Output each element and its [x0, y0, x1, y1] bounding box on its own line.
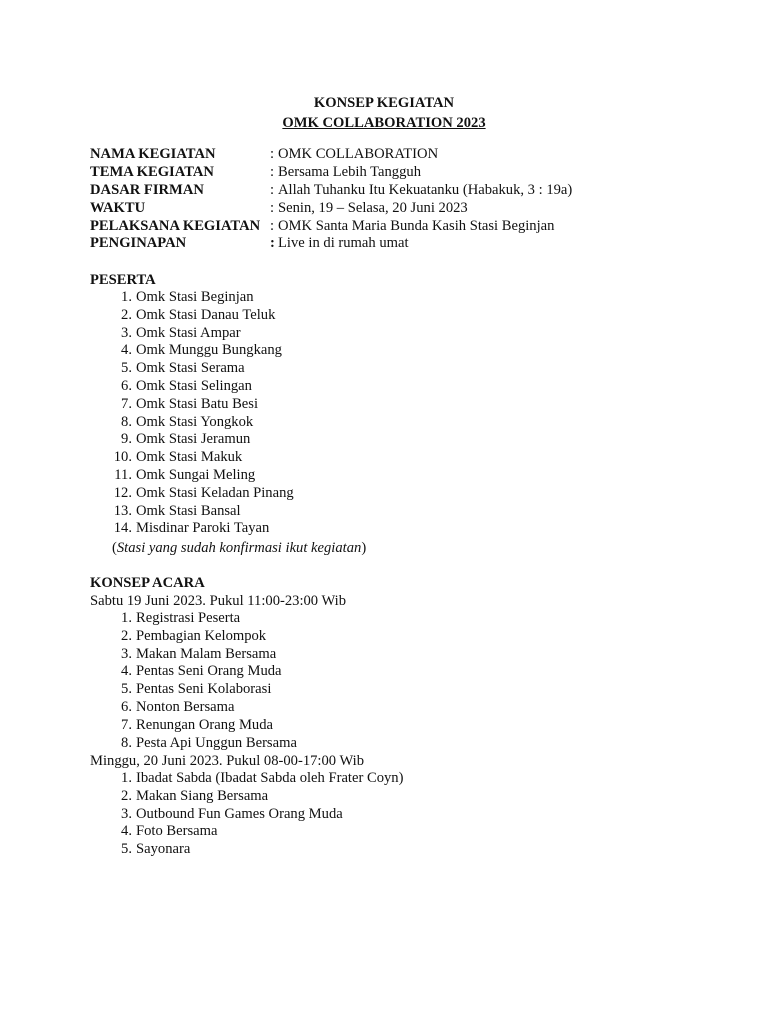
- list-number: 7.: [121, 716, 132, 733]
- list-number: 6.: [121, 377, 132, 394]
- list-number: 8.: [121, 734, 132, 751]
- peserta-item: [90, 396, 294, 414]
- info-value: Senin, 19 – Selasa, 20 Juni 2023: [278, 199, 468, 216]
- list-item-text: Pentas Seni Orang Muda: [136, 663, 282, 680]
- list-item-text: Makan Malam Bersama: [136, 645, 277, 662]
- info-value: Live in di rumah umat: [278, 235, 409, 252]
- list-item-text: Omk Stasi Ampar: [136, 324, 241, 341]
- day1-activity-item: [90, 610, 297, 628]
- info-row: [90, 218, 572, 236]
- list-item-text: Omk Sungai Meling: [136, 466, 256, 483]
- peserta-item: [90, 307, 294, 325]
- list-item-text: Registrasi Peserta: [136, 610, 241, 626]
- info-colon: :: [270, 217, 275, 234]
- day2-activity-item: [90, 788, 403, 806]
- info-label: TEMA KEGIATAN: [90, 163, 214, 180]
- peserta-item: [90, 325, 294, 343]
- list-number: 5.: [121, 841, 132, 858]
- day2-schedule-line: Minggu, 20 Juni 2023. Pukul 08-00-17:00 Wib: [90, 753, 365, 769]
- list-number: 8.: [121, 413, 132, 430]
- list-number: 13.: [113, 502, 132, 519]
- title-line-2-text: OMK COLLABORATION 2023: [282, 115, 486, 131]
- info-value: OMK Santa Maria Bunda Kasih Stasi Beginjan: [278, 217, 555, 234]
- info-label: DASAR FIRMAN: [90, 181, 204, 198]
- list-item-text: Foto Bersama: [136, 823, 218, 840]
- note-open-paren: (: [112, 540, 117, 556]
- list-item-text: Pembagian Kelompok: [136, 627, 267, 644]
- list-number: 5.: [121, 681, 132, 698]
- list-item-text: Renungan Orang Muda: [136, 716, 273, 733]
- day1-activity-item: [90, 628, 297, 646]
- info-colon: :: [270, 163, 275, 180]
- peserta-item: [90, 485, 294, 503]
- day1-activity-item: [90, 699, 297, 717]
- day1-activity-item: [90, 663, 297, 681]
- list-number: 4.: [121, 342, 132, 359]
- list-item-text: Omk Stasi Serama: [136, 360, 245, 377]
- list-number: 2.: [121, 306, 132, 323]
- list-number: 1.: [121, 610, 132, 626]
- peserta-item: [90, 431, 294, 449]
- day1-activity-item: [90, 717, 297, 735]
- list-item-text: Omk Stasi Beginjan: [136, 289, 254, 305]
- list-number: 1.: [121, 289, 132, 305]
- konsep-acara-heading: KONSEP ACARA: [90, 575, 205, 591]
- list-item-text: Omk Stasi Danau Teluk: [136, 306, 276, 323]
- info-value: OMK COLLABORATION: [278, 146, 439, 162]
- peserta-item: [90, 289, 294, 307]
- list-number: 4.: [121, 663, 132, 680]
- day1-activity-list: [90, 610, 297, 752]
- list-item-text: Omk Stasi Yongkok: [136, 413, 254, 430]
- day1-activity-item: [90, 735, 297, 753]
- list-number: 10.: [113, 449, 132, 466]
- list-number: 2.: [121, 627, 132, 644]
- peserta-item: [90, 449, 294, 467]
- note-text: Stasi yang sudah konfirmasi ikut kegiatan: [116, 540, 362, 556]
- info-value: Allah Tuhanku Itu Kekuatanku (Habakuk, 3 : 19a): [278, 181, 573, 198]
- list-item-text: Ibadat Sabda (Ibadat Sabda oleh Frater Coyn): [136, 770, 404, 786]
- list-item-text: Sayonara: [136, 841, 191, 858]
- list-item-text: Nonton Bersama: [136, 698, 235, 715]
- list-item-text: Misdinar Paroki Tayan: [136, 520, 270, 537]
- list-number: 3.: [121, 645, 132, 662]
- list-item-text: Omk Stasi Jeramun: [136, 431, 251, 448]
- list-number: 14.: [113, 520, 132, 537]
- list-item-text: Omk Stasi Selingan: [136, 377, 252, 394]
- list-number: 5.: [121, 360, 132, 377]
- peserta-item: [90, 520, 294, 538]
- info-label: NAMA KEGIATAN: [90, 146, 216, 162]
- list-number: 3.: [121, 805, 132, 822]
- peserta-item: [90, 503, 294, 521]
- peserta-note: [112, 539, 366, 557]
- day2-activity-list: [90, 770, 403, 859]
- list-number: 1.: [121, 770, 132, 786]
- list-item-text: Omk Stasi Bansal: [136, 502, 241, 519]
- peserta-item: [90, 467, 294, 485]
- day1-schedule-line: Sabtu 19 Juni 2023. Pukul 11:00-23:00 Wib: [90, 593, 347, 609]
- info-row: [90, 200, 572, 218]
- list-item-text: Omk Munggu Bungkang: [136, 342, 282, 359]
- day2-activity-item: [90, 770, 403, 788]
- info-colon: :: [270, 181, 275, 198]
- day2-activity-item: [90, 823, 403, 841]
- list-item-text: Omk Stasi Keladan Pinang: [136, 484, 294, 501]
- day1-activity-item: [90, 646, 297, 664]
- info-colon: :: [270, 146, 275, 162]
- list-number: 7.: [121, 395, 132, 412]
- list-number: 11.: [114, 466, 132, 483]
- info-colon: :: [270, 235, 275, 252]
- list-number: 12.: [113, 484, 132, 501]
- list-item-text: Pesta Api Unggun Bersama: [136, 734, 297, 751]
- event-info-table: [90, 146, 572, 253]
- list-number: 3.: [121, 324, 132, 341]
- list-number: 6.: [121, 698, 132, 715]
- list-item-text: Makan Siang Bersama: [136, 787, 269, 804]
- peserta-item: [90, 360, 294, 378]
- info-row: [90, 235, 572, 253]
- title-line-2: [0, 113, 768, 133]
- peserta-item: [90, 378, 294, 396]
- peserta-item: [90, 342, 294, 360]
- list-item-text: Omk Stasi Batu Besi: [136, 395, 259, 412]
- info-label: PENGINAPAN: [90, 235, 187, 252]
- info-label: WAKTU: [90, 199, 146, 216]
- info-colon: :: [270, 199, 275, 216]
- list-number: 4.: [121, 823, 132, 840]
- info-value: Bersama Lebih Tangguh: [278, 163, 421, 180]
- note-close-paren: ): [361, 540, 367, 556]
- peserta-item: [90, 414, 294, 432]
- day1-activity-item: [90, 681, 297, 699]
- peserta-list: [90, 289, 294, 538]
- info-row: [90, 182, 572, 200]
- day2-activity-item: [90, 841, 403, 859]
- info-row: [90, 164, 572, 182]
- list-number: 2.: [121, 787, 132, 804]
- info-label: PELAKSANA KEGIATAN: [90, 217, 261, 234]
- info-row: [90, 146, 572, 164]
- document-title: [0, 93, 768, 133]
- day2-activity-item: [90, 806, 403, 824]
- list-item-text: Outbound Fun Games Orang Muda: [136, 805, 343, 822]
- title-line-1: KONSEP KEGIATAN: [313, 95, 455, 111]
- peserta-heading: PESERTA: [90, 272, 156, 288]
- list-item-text: Omk Stasi Makuk: [136, 449, 243, 466]
- list-item-text: Pentas Seni Kolaborasi: [136, 681, 272, 698]
- list-number: 9.: [121, 431, 132, 448]
